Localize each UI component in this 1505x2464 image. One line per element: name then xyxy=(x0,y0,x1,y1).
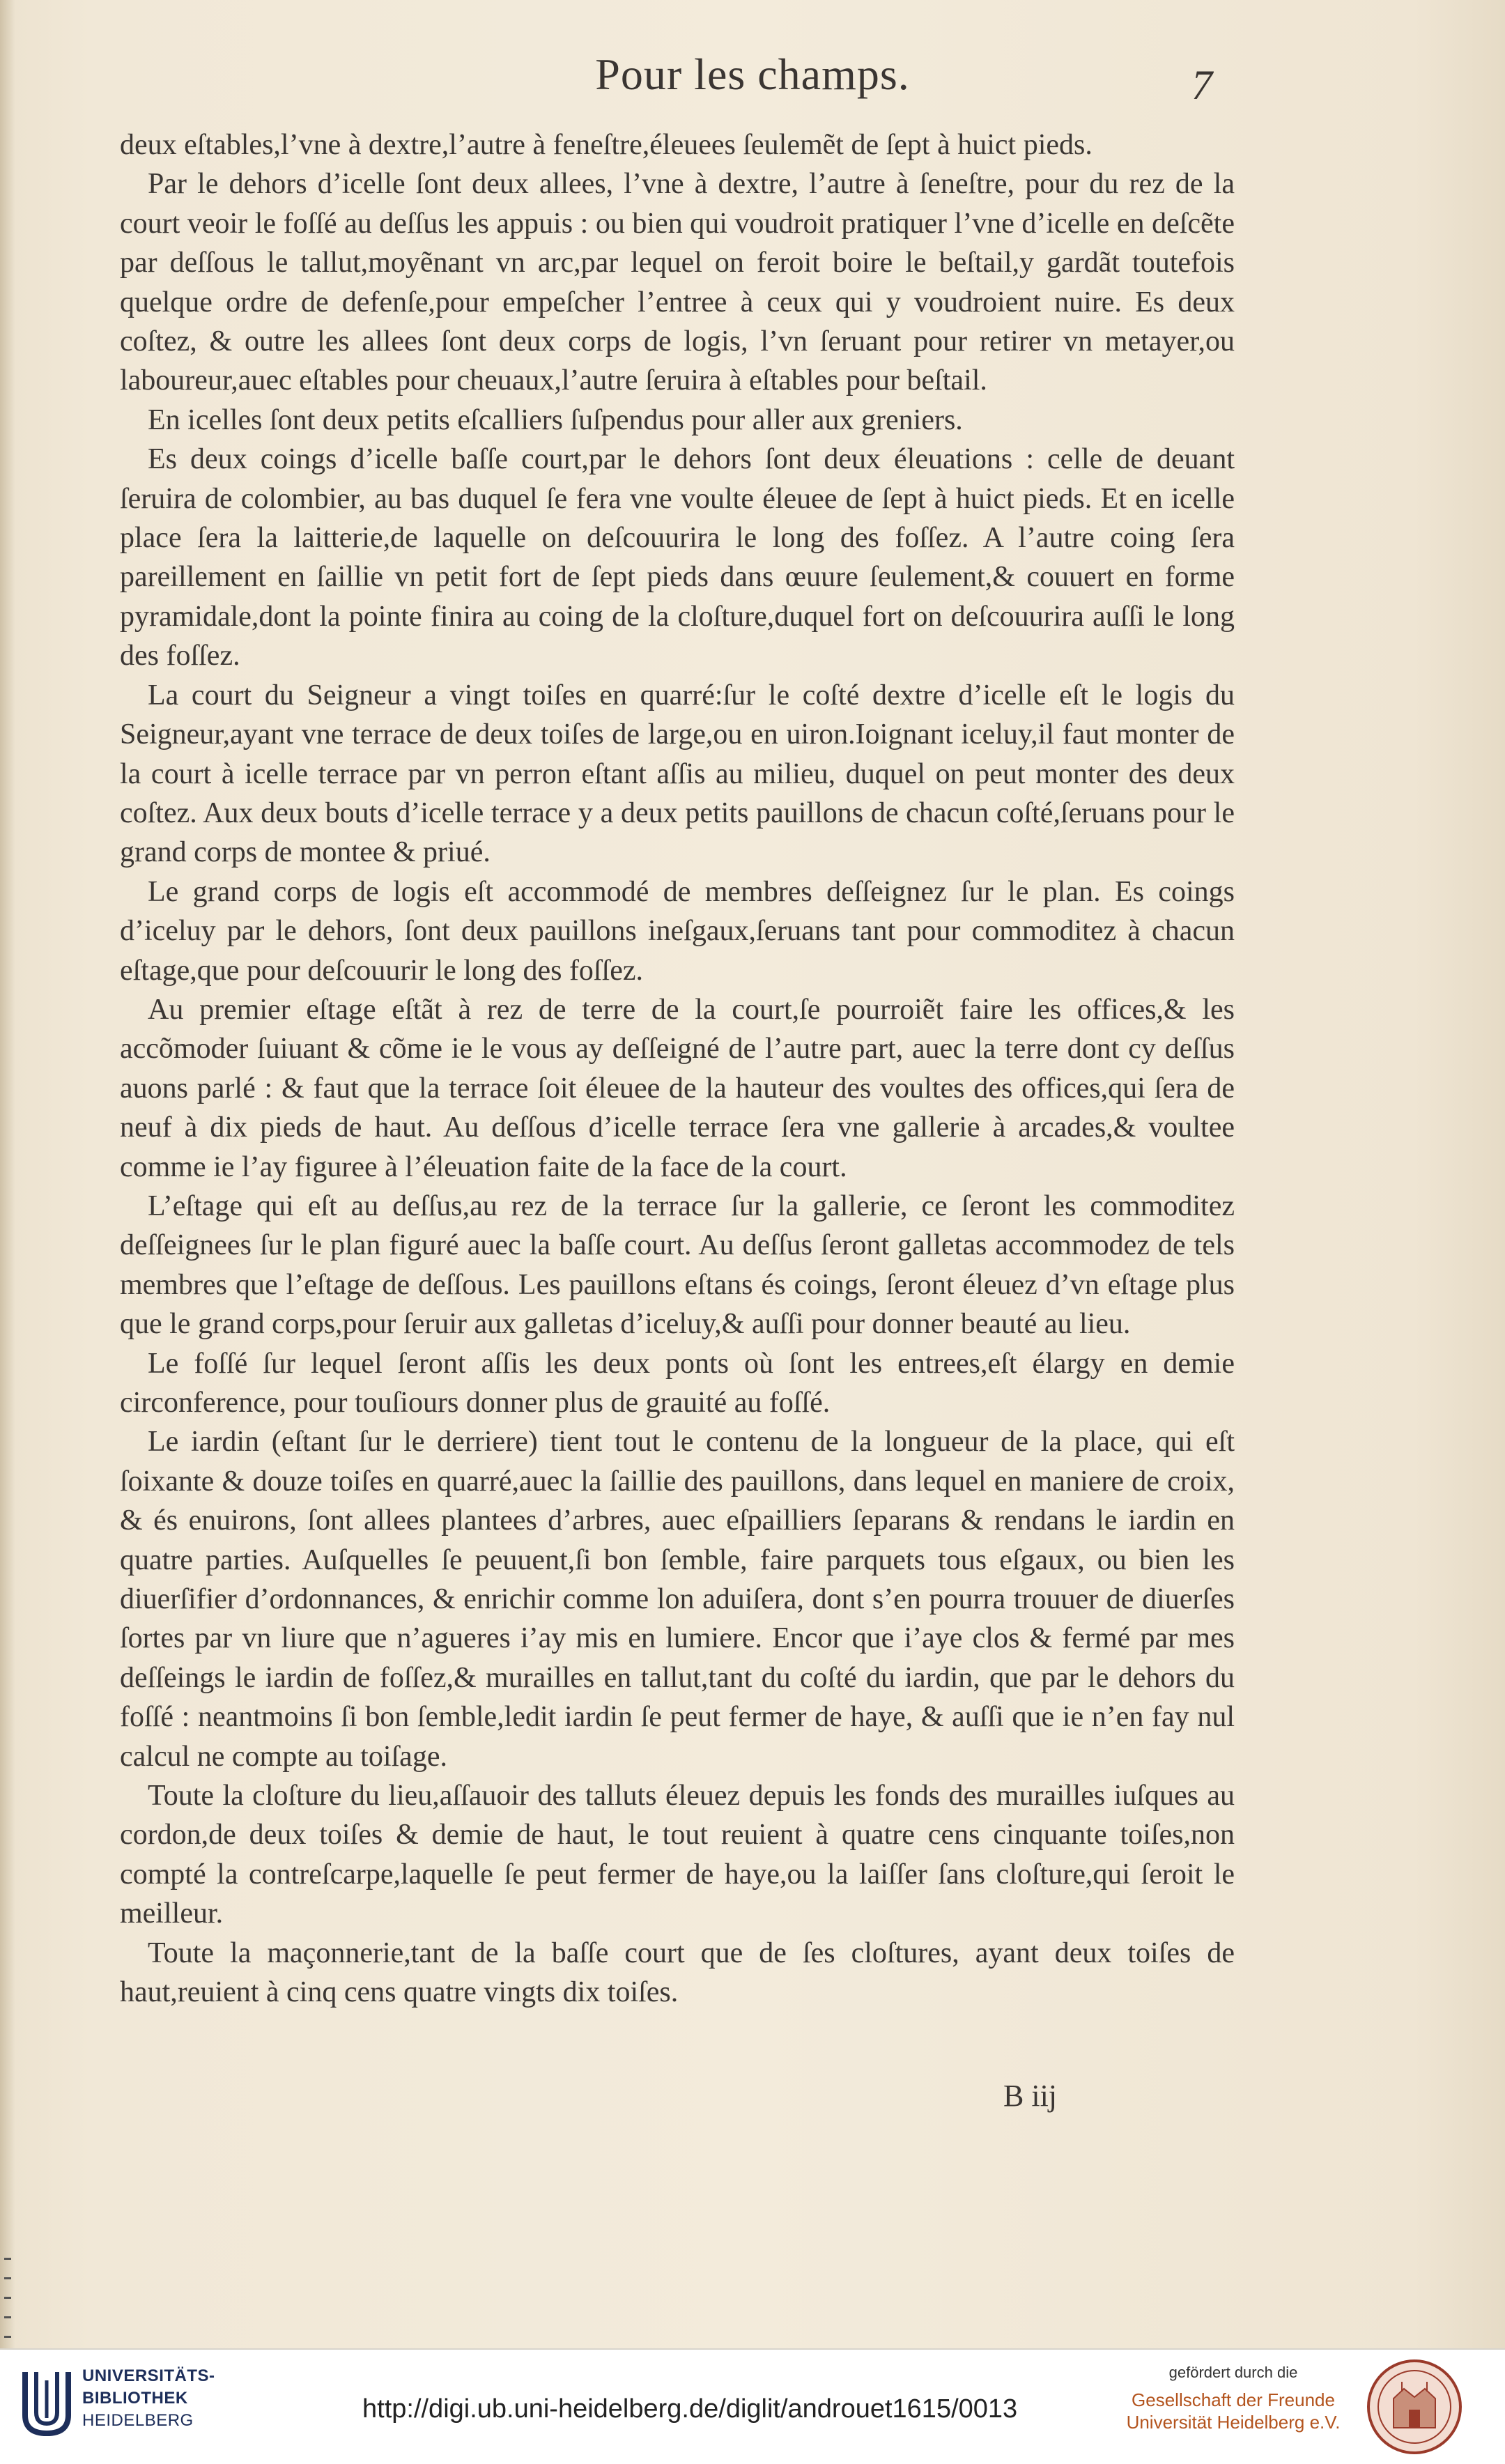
sponsor-block xyxy=(1115,2364,1352,2433)
library-name xyxy=(82,2365,215,2432)
paragraph: deux eſtables,l’vne à dextre,l’autre à feneſtre,éleuees ſeulemẽt de ſept à huict pieds. xyxy=(120,129,1093,161)
ub-heidelberg-logo-icon xyxy=(18,2366,75,2439)
library-name-line: BIBLIOTHEK xyxy=(82,2389,188,2408)
paragraph: En icelles ſont deux petits eſcalliers ſuſpendus pour aller aux greniers. xyxy=(148,403,963,436)
paragraph: Au premier eſtage eſtãt à rez de terre de la court,ſe pourroiẽt faire les offices,& les accõmoder ſuiuant & cõme ie le vous ay deſſeigné de l’autre part, auec la terre dont cy deſſus auons parlé : & faut que la terrace ſoit éleuee de la hauteur des voultes des offices,qui ſera de neuf à dix pieds de haut. Au deſſous d’icelle terrace ſera vne gallerie à arcades,& voultee comme ie l’ay figuree à l’éleuation faite de la face de la court. xyxy=(120,993,1235,1183)
paragraph: La court du Seigneur a vingt toiſes en quarré:ſur le coſté dextre d’icelle eſt le logis du Seigneur,ayant vne terrace de deux toiſes de large,ou en uiron.Ioignant iceluy,il faut monter de la court à icelle terrace par vn perron eſtant aſſis au milieu, duquel on peut monter des deux coſtez. Aux deux bouts d’icelle terrace y a deux petits pauillons de chacun coſté,ſeruans pour le grand corps de montee & priué. xyxy=(120,679,1235,869)
footer-bar xyxy=(0,2348,1505,2464)
running-head: Pour les champs. xyxy=(595,49,910,99)
paragraph: Es deux coings d’icelle baſſe court,par le dehors ſont deux éleuations : celle de deuant ſeruira de colombier, au bas duquel ſe fera vne voulte éleuee de ſept à huict pieds. Et en icelle place ſera la laitterie,de laquelle on deſcouurira le long des foſſez. A l’autre coing ſera pareillement en ſaillie vn petit fort de ſept pieds dans œuure ſeulement,& couuert en forme pyramidale,dont la pointe finira au coing de la cloſture,duquel fort on deſcouurira auſſi le long des foſſez. xyxy=(120,443,1235,672)
paragraph: Le foſſé ſur lequel ſeront aſſis les deux ponts où ſont les entrees,eſt élargy en demie circonference, pour touſiours donner plus de grauité au foſſé. xyxy=(120,1347,1235,1419)
sponsor-name-line: Gesellschaft der Freunde xyxy=(1132,2389,1335,2410)
margin-ruler xyxy=(4,2258,13,2341)
signature-mark: B iij xyxy=(1003,2079,1058,2113)
university-seal-icon xyxy=(1366,2358,1463,2456)
paragraph: Toute la cloſture du lieu,aſſauoir des talluts éleuez depuis les fonds des murailles iuſques au cordon,de deux toiſes & demie de haut, le tout reuient à quatre cens cinquante toiſes,non compté la contreſcarpe,laquelle ſe peut fermer de haye,ou la laiſſer ſans cloſture,qui ſeroit le meilleur. xyxy=(120,1780,1235,1930)
paragraph: Le grand corps de logis eſt accommodé de membres deſſeignez ſur le plan. Es coings d’iceluy par le dehors, ſont deux pauillons ineſgaux,ſeruans tant pour commoditez à chacun eſtage,que pour deſcouurir le long des foſſez. xyxy=(120,875,1235,987)
sponsor-name-line: Universität Heidelberg e.V. xyxy=(1126,2412,1341,2433)
sponsor-label: gefördert durch die xyxy=(1168,2364,1298,2381)
library-name-line: UNIVERSITÄTS- xyxy=(82,2366,215,2385)
paragraph: L’eſtage qui eſt au deſſus,au rez de la terrace ſur la gallerie, ce ſeront les commoditez deſſeignees ſur le plan figuré auec la baſſe court. Au deſſus ſeront galletas accommodez de tels membres que l’eſtage de deſſous. Les pauillons eſtans és coings, ſeront éleuez d’vn eſtage plus que le grand corps,pour ſeruir aux galletas d’iceluy,& auſſi pour donner beauté au lieu. xyxy=(120,1189,1235,1341)
library-name-line: HEIDELBERG xyxy=(82,2411,194,2430)
body-text xyxy=(120,125,1235,2012)
paragraph: Par le dehors d’icelle ſont deux allees, l’vne à dextre, l’autre à ſeneſtre, pour du rez de la court veoir le foſſé au deſſus les appuis : ou bien qui voudroit pratiquer l’vne d’icelle en deſcẽte par deſſous le tallut,moyẽnant vn arc,par lequel on feroit boire le beſtail,y gardãt toutefois quelque ordre de defenſe,pour empeſcher l’entree à ceux qui y voudroient nuire. Es deux coſtez, & outre les allees ſont deux corps de logis, l’vn ſeruant pour retirer vn metayer,ou laboureur,auec eſtables pour cheuaux,l’autre ſeruira à eſtables pour beſtail. xyxy=(120,168,1235,397)
paragraph: Toute la maçonnerie,tant de la baſſe court que de ſes cloſtures, ayant deux toiſes de haut,reuient à cinq cens quatre vingts dix toiſes. xyxy=(120,1936,1235,2009)
page-number: 7 xyxy=(1191,62,1212,108)
sponsor-name[interactable] xyxy=(1115,2389,1352,2433)
paragraph: Le iardin (eſtant ſur le derriere) tient tout le contenu de la longueur de la place, qui eſt ſoixante & douze toiſes en quarré,auec la ſaillie des pauillons, dans lequel en maniere de croix, & és enuirons, ſont allees plantees d’arbres, auec eſpailliers ſeparans & rendans le iardin en quatre parties. Auſquelles ſe peuuent,ſi bon ſemble, faire parquets tous eſgaux, ou bien les diuerſifier d’ordonnances, & enrichir comme lon aduiſera, dont s’en pourra trouuer de diuerſes ſortes par vn liure que n’agueres i’ay mis en lumiere. Encor que i’aye clos & fermé par mes deſſeings le iardin de foſſez,& murailles en tallut,tant du coſté du iardin, que par le dehors du foſſé : neantmoins ſi bon ſemble,ledit iardin ſe peut fermer de haye, & auſſi que ie n’en fay nul calcul ne compte au toiſage. xyxy=(120,1426,1235,1773)
permalink-url[interactable]: http://digi.ub.uni-heidelberg.de/diglit/androuet1615/0013 xyxy=(362,2394,1018,2424)
